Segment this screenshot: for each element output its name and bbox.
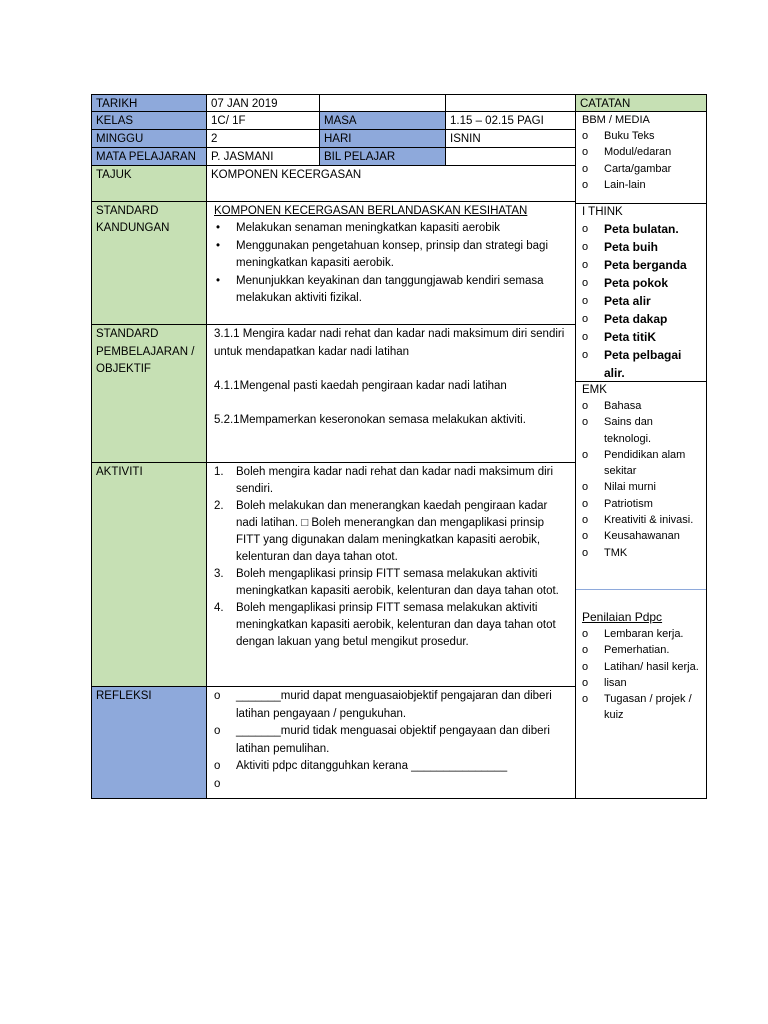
lesson-plan-table: [91, 94, 707, 799]
aktiviti-item-text: Boleh melakukan dan menerangkan kaedah pengiraan kadar nadi latihan. □ Boleh menerangkan dan mengaplikasi prinsip FITT yang digunakan dalam meningkatkan kapasiti aerobik, kelenturan dan daya tahan otot.: [236, 500, 548, 563]
hari-label: HARI: [324, 133, 352, 145]
emk-item: o Patriotism: [582, 496, 700, 512]
emk-item: o Pendidikan alam sekitar: [582, 447, 700, 480]
masa-value-cell: [445, 111, 576, 130]
refleksi-list: [214, 688, 559, 793]
bbm-item: o Carta/gambar: [582, 161, 700, 177]
tarikh-value: 07 JAN 2019: [211, 98, 278, 110]
emk-item: o Sains dan teknologi.: [582, 414, 700, 447]
standard-kandungan-content-cell: [206, 201, 576, 325]
bbm-item: o Lain-lain: [582, 177, 700, 193]
mata-pelajaran-label: MATA PELAJARAN: [96, 151, 196, 163]
minggu-label: MINGGU: [96, 133, 144, 145]
aktiviti-item-number: 2.: [214, 500, 224, 512]
emk-item: o Bahasa: [582, 398, 700, 414]
catatan-header-cell: [575, 94, 707, 112]
penilaian-item: o Tugasan / projek / kuiz: [582, 691, 700, 724]
aktiviti-label-cell: [91, 462, 207, 687]
kelas-label-cell: [91, 111, 207, 130]
ithink-title: I THINK: [582, 206, 623, 218]
minggu-value: 2: [211, 133, 218, 145]
penilaian-item: o Lembaran kerja.: [582, 626, 700, 642]
tajuk-label: TAJUK: [96, 169, 132, 181]
refleksi-item: o _______murid dapat menguasaiobjektif pengajaran dan diberi latihan pengayaan / pengukuhan.: [214, 688, 559, 723]
bbm-list: [582, 128, 700, 193]
tarikh-empty-cell-1: [319, 94, 446, 112]
tajuk-value: KOMPONEN KECERGASAN: [211, 169, 362, 181]
minggu-label-cell: [91, 129, 207, 148]
bil-pelajar-value-cell: [445, 147, 576, 166]
aktiviti-item: [214, 600, 559, 651]
masa-value: 1.15 – 02.15 PAGI: [450, 115, 544, 127]
tarikh-label-cell: [91, 94, 207, 112]
bil-pelajar-label: BIL PELAJAR: [324, 151, 396, 163]
refleksi-content-cell: [206, 686, 576, 799]
penilaian-list: [582, 626, 700, 724]
penilaian-item: o lisan: [582, 675, 700, 691]
aktiviti-item-number: 1.: [214, 466, 224, 478]
standard-kandungan-item: • Menggunakan pengetahuan konsep, prinsip dan strategi bagi meningkatkan kapasiti aerobik.: [214, 238, 549, 273]
emk-title: EMK: [582, 384, 607, 396]
standard-kandungan-item: • Melakukan senaman meningkatkan kapasiti aerobik: [214, 220, 549, 238]
refleksi-item: o _______murid tidak menguasai objektif pengayaan dan diberi latihan pemulihan.: [214, 723, 559, 758]
masa-label: MASA: [324, 115, 357, 127]
ithink-list: [582, 220, 702, 382]
emk-item: o Keusahawanan: [582, 528, 700, 544]
aktiviti-item: [214, 498, 559, 566]
aktiviti-content-cell: [206, 462, 576, 687]
hari-value-cell: [445, 129, 576, 148]
penilaian-item: o Pemerhatian.: [582, 642, 700, 658]
mata-pelajaran-value: P. JASMANI: [211, 151, 274, 163]
mata-pelajaran-label-cell: [91, 147, 207, 166]
standard-kandungan-list: [214, 220, 549, 308]
aktiviti-item-text: Boleh mengira kadar nadi rehat dan kadar nadi maksimum diri sendiri.: [236, 466, 554, 495]
tajuk-value-cell: [206, 165, 576, 202]
hari-value: ISNIN: [450, 133, 481, 145]
emk-item: o Kreativiti & inivasi.: [582, 512, 700, 528]
divider-emk-penilaian: [576, 589, 706, 590]
hari-label-cell: [319, 129, 446, 148]
aktiviti-list: [214, 464, 559, 651]
catatan-body-cell: [575, 111, 707, 799]
aktiviti-item-text: Boleh mengaplikasi prinsip FITT semasa melakukan aktiviti meningkatkan kapasiti aerobik, kelenturan dan daya tahan otot dengan lakuan yang betul mengikut prosedur.: [236, 602, 556, 648]
ithink-item: o Peta buih: [582, 238, 702, 256]
emk-item: o TMK: [582, 545, 700, 561]
tajuk-label-cell: [91, 165, 207, 202]
ithink-item: o Peta titiK: [582, 328, 702, 346]
mata-pelajaran-value-cell: [206, 147, 320, 166]
sp-item-2: 4.1.1Mengenal pasti kaedah pengiraan kadar nadi latihan: [214, 380, 507, 392]
kelas-label: KELAS: [96, 115, 134, 127]
ithink-item: o Peta dakap: [582, 310, 702, 328]
ithink-item: o Peta pokok: [582, 274, 702, 292]
tarikh-value-cell: [206, 94, 320, 112]
bbm-item: o Modul/edaran: [582, 144, 700, 160]
bil-pelajar-label-cell: [319, 147, 446, 166]
ithink-item: o Peta berganda: [582, 256, 702, 274]
sp-item-3: 5.2.1Mempamerkan keseronokan semasa melakukan aktiviti.: [214, 414, 526, 426]
standard-pembelajaran-content-cell: [206, 324, 576, 463]
tarikh-label: TARIKH: [96, 98, 138, 110]
catatan-title: CATATAN: [580, 98, 631, 110]
masa-label-cell: [319, 111, 446, 130]
kelas-value-cell: [206, 111, 320, 130]
kelas-value: 1C/ 1F: [211, 115, 246, 127]
standard-kandungan-label-cell: [91, 201, 207, 325]
penilaian-item: o Latihan/ hasil kerja.: [582, 659, 700, 675]
minggu-value-cell: [206, 129, 320, 148]
standard-pembelajaran-label-cell: [91, 324, 207, 463]
aktiviti-label: AKTIVITI: [96, 466, 143, 478]
aktiviti-item-number: 4.: [214, 602, 224, 614]
standard-kandungan-item: • Menunjukkan keyakinan dan tanggungjawab kendiri semasa melakukan aktiviti fizikal.: [214, 273, 549, 308]
penilaian-title: Penilaian Pdpc: [582, 610, 663, 624]
ithink-item: o Peta pelbagai alir.: [582, 346, 702, 382]
bbm-title: BBM / MEDIA: [582, 114, 650, 126]
emk-list: [582, 398, 700, 561]
aktiviti-item-text: Boleh mengaplikasi prinsip FITT semasa melakukan aktiviti meningkatkan kapasiti aerobik, kelenturan dan daya tahan otot.: [236, 568, 559, 597]
refleksi-item: [214, 776, 559, 794]
refleksi-label-cell: [91, 686, 207, 799]
sp-item-1: 3.1.1 Mengira kadar nadi rehat dan kadar nadi maksimum diri sendiri untuk mendapatkan kadar nadi latihan: [214, 328, 565, 358]
ithink-item: o Peta alir: [582, 292, 702, 310]
refleksi-item: o Aktiviti pdpc ditangguhkan kerana _______________: [214, 758, 559, 776]
standard-kandungan-heading: KOMPONEN KECERGASAN BERLANDASKAN KESIHATAN: [214, 205, 528, 217]
standard-pembelajaran-label: STANDARD PEMBELAJARAN / OBJEKTIF: [96, 328, 195, 375]
standard-kandungan-label: STANDARD KANDUNGAN: [96, 205, 170, 234]
refleksi-label: REFLEKSI: [96, 690, 152, 702]
tarikh-empty-cell-2: [445, 94, 576, 112]
ithink-item: o Peta bulatan.: [582, 220, 702, 238]
aktiviti-item: [214, 566, 559, 600]
emk-item: o Nilai murni: [582, 479, 700, 495]
aktiviti-item: [214, 464, 559, 498]
bbm-item: o Buku Teks: [582, 128, 700, 144]
aktiviti-item-number: 3.: [214, 568, 224, 580]
